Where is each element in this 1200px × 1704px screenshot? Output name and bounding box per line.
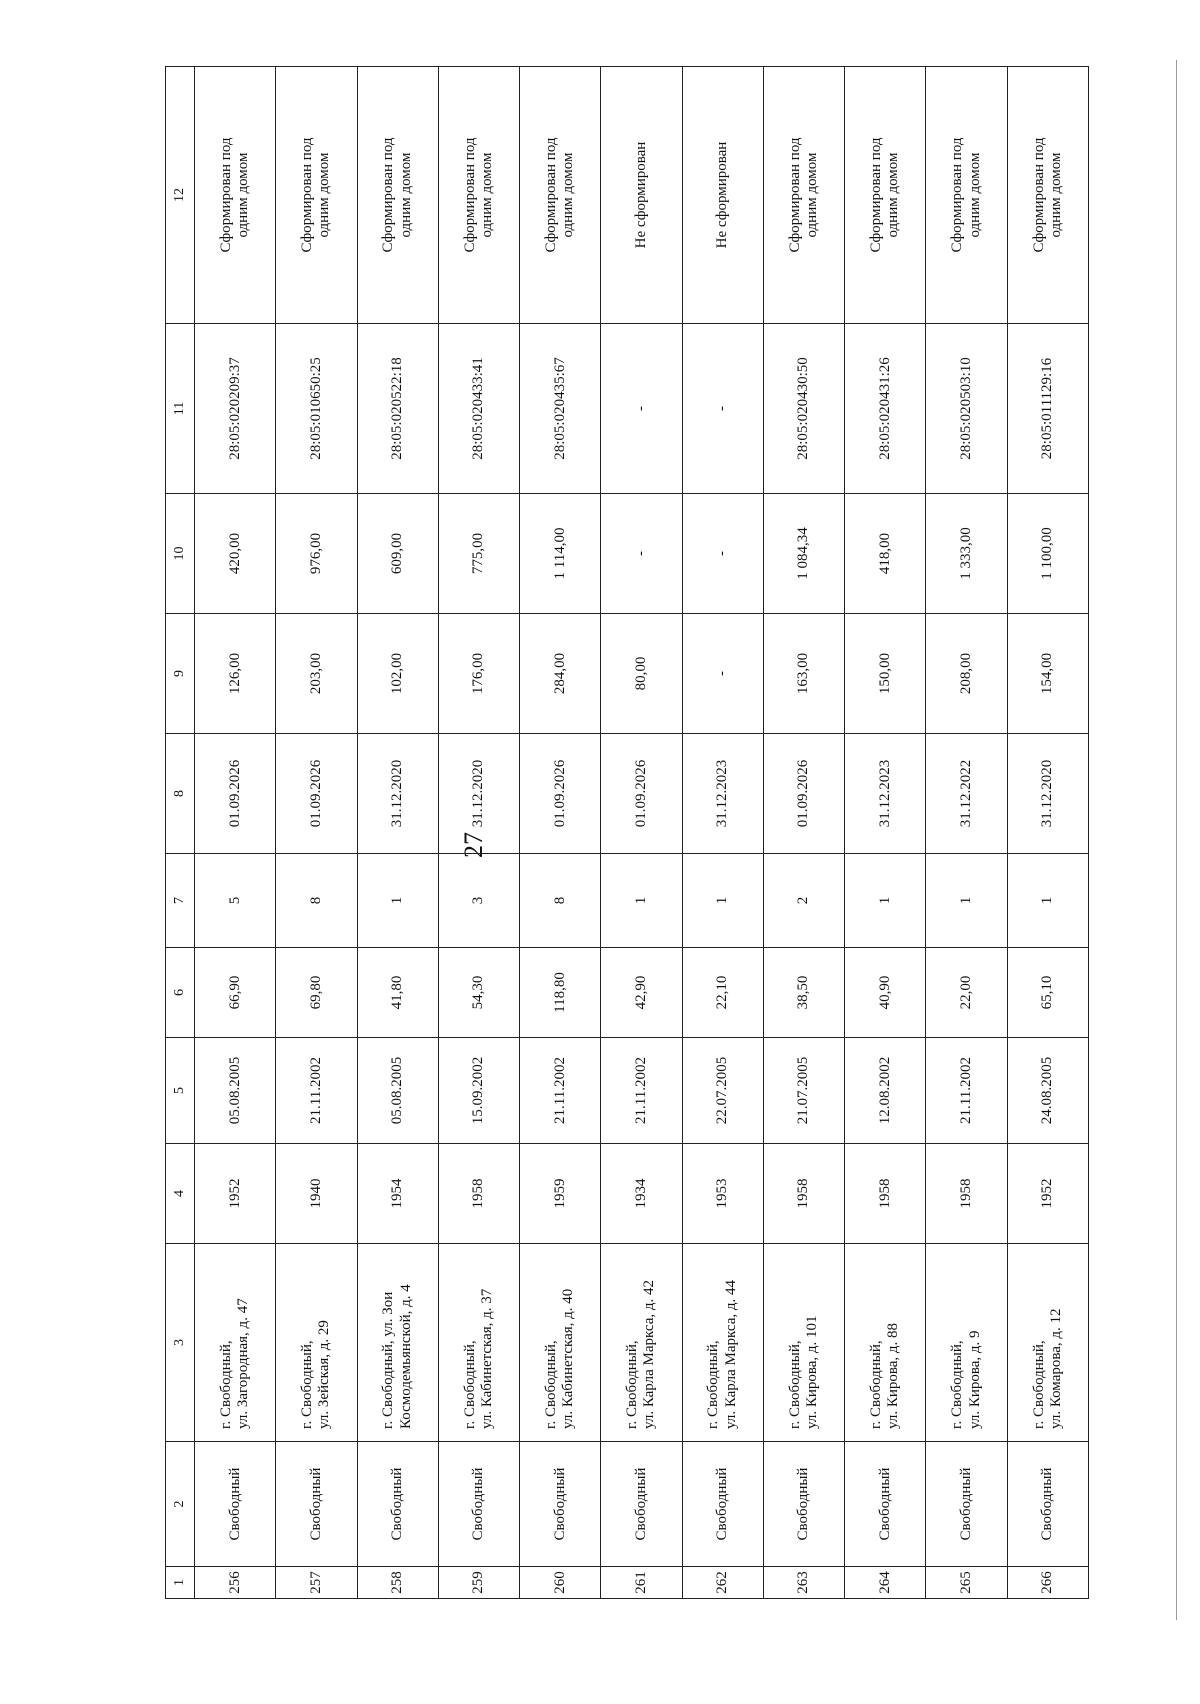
row-number-cell: 265	[926, 1567, 1007, 1599]
status-cell-line: одним домом	[235, 152, 252, 238]
address-cell	[357, 1244, 438, 1442]
row-number-cell: 257	[276, 1567, 357, 1599]
column-10-cell: 418,00	[845, 494, 926, 614]
area-cell: 41,80	[357, 948, 438, 1038]
cadastral-number-cell: 28:05:020209:37	[195, 324, 276, 494]
address-cell-line: г. Свободный,	[949, 1340, 966, 1429]
status-cell-line: одним домом	[560, 152, 577, 238]
settlement-cell: Свободный	[195, 1442, 276, 1567]
column-10-cell: 1 100,00	[1007, 494, 1088, 614]
address-cell-line: ул. Карла Маркса, д. 42	[641, 1279, 658, 1429]
col-num: 5	[166, 1038, 195, 1144]
table-row	[195, 67, 276, 1599]
date-cell: 12.08.2002	[845, 1038, 926, 1144]
status-cell-line: Сформирован под	[461, 137, 478, 253]
column-10-cell: 1 084,34	[763, 494, 844, 614]
row-number-cell: 260	[520, 1567, 601, 1599]
count-cell: 1	[1007, 854, 1088, 948]
date-cell: 21.11.2002	[601, 1038, 682, 1144]
year-cell: 1958	[845, 1144, 926, 1244]
column-10-cell: 976,00	[276, 494, 357, 614]
count-cell: 1	[926, 854, 1007, 948]
table-row	[763, 67, 844, 1599]
settlement-cell: Свободный	[520, 1442, 601, 1567]
table-row	[1007, 67, 1088, 1599]
col-num: 10	[166, 494, 195, 614]
count-cell: 8	[276, 854, 357, 948]
area-cell: 22,10	[682, 948, 763, 1038]
status-cell	[763, 67, 844, 324]
year-cell: 1958	[438, 1144, 519, 1244]
rotated-table-wrapper	[165, 67, 1089, 1599]
column-9-cell: 176,00	[438, 614, 519, 734]
deadline-cell: 01.09.2026	[601, 734, 682, 854]
status-cell-line: Сформирован под	[299, 137, 316, 253]
area-cell: 118,80	[520, 948, 601, 1038]
status-cell-line: Сформирован под	[949, 137, 966, 253]
col-num: 4	[166, 1144, 195, 1244]
row-number-cell: 263	[763, 1567, 844, 1599]
settlement-cell: Свободный	[276, 1442, 357, 1567]
table-body	[166, 67, 1089, 1599]
year-cell: 1934	[601, 1144, 682, 1244]
table-row	[845, 67, 926, 1599]
year-cell: 1952	[195, 1144, 276, 1244]
status-cell	[195, 67, 276, 324]
cadastral-number-cell: 28:05:020433:41	[438, 324, 519, 494]
scan-edge-line	[1176, 60, 1177, 1620]
date-cell: 24.08.2005	[1007, 1038, 1088, 1144]
status-cell-line: одним домом	[316, 152, 333, 238]
address-cell-line: ул. Карла Маркса, д. 44	[722, 1279, 739, 1429]
deadline-cell: 31.12.2022	[926, 734, 1007, 854]
address-cell-line: г. Свободный,	[217, 1340, 234, 1429]
col-num: 9	[166, 614, 195, 734]
column-10-cell: -	[682, 494, 763, 614]
settlement-cell: Свободный	[1007, 1442, 1088, 1567]
deadline-cell: 01.09.2026	[276, 734, 357, 854]
column-9-cell: 163,00	[763, 614, 844, 734]
status-cell-line: Сформирован под	[868, 137, 884, 253]
deadline-cell: 01.09.2026	[195, 734, 276, 854]
deadline-cell: 01.09.2026	[763, 734, 844, 854]
column-9-cell: 80,00	[601, 614, 682, 734]
area-cell: 69,80	[276, 948, 357, 1038]
address-cell-line: ул. Загородная, д. 47	[235, 1298, 252, 1429]
date-cell: 15.09.2002	[438, 1038, 519, 1144]
row-number-cell: 258	[357, 1567, 438, 1599]
row-number-cell: 261	[601, 1567, 682, 1599]
area-cell: 22,00	[926, 948, 1007, 1038]
deadline-cell: 31.12.2020	[438, 734, 519, 854]
col-num: 3	[166, 1244, 195, 1442]
address-cell-line: г. Свободный, ул. Зои	[380, 1291, 397, 1429]
column-10-cell: 420,00	[195, 494, 276, 614]
cadastral-number-cell: 28:05:010650:25	[276, 324, 357, 494]
column-9-cell: 284,00	[520, 614, 601, 734]
status-cell-line: Сформирован под	[380, 137, 397, 253]
settlement-cell: Свободный	[845, 1442, 926, 1567]
deadline-cell: 31.12.2023	[845, 734, 926, 854]
date-cell: 21.07.2005	[763, 1038, 844, 1144]
address-cell	[682, 1244, 763, 1442]
count-cell: 2	[763, 854, 844, 948]
deadline-cell: 31.12.2020	[357, 734, 438, 854]
status-cell	[438, 67, 519, 324]
status-cell-line: одним домом	[966, 152, 983, 238]
status-cell-line: Сформирован под	[1030, 137, 1047, 253]
address-cell-line: г. Свободный,	[705, 1340, 722, 1429]
status-cell-line: Не сформирован	[632, 141, 649, 249]
cadastral-number-cell: 28:05:020503:10	[926, 324, 1007, 494]
deadline-cell: 31.12.2020	[1007, 734, 1088, 854]
address-cell-line: г. Свободный,	[542, 1340, 559, 1429]
address-cell	[845, 1244, 926, 1442]
col-num: 6	[166, 948, 195, 1038]
address-cell-line: ул. Комарова, д. 12	[1047, 1308, 1064, 1429]
year-cell: 1954	[357, 1144, 438, 1244]
year-cell: 1959	[520, 1144, 601, 1244]
area-cell: 40,90	[845, 948, 926, 1038]
col-num: 12	[166, 67, 195, 324]
status-cell	[276, 67, 357, 324]
count-cell: 3	[438, 854, 519, 948]
count-cell: 1	[357, 854, 438, 948]
address-cell-line: г. Свободный,	[1030, 1340, 1047, 1429]
date-cell: 21.11.2002	[276, 1038, 357, 1144]
address-cell	[438, 1244, 519, 1442]
table-row	[438, 67, 519, 1599]
area-cell: 54,30	[438, 948, 519, 1038]
cadastral-number-cell: 28:05:020435:67	[520, 324, 601, 494]
count-cell: 1	[682, 854, 763, 948]
status-cell	[520, 67, 601, 324]
column-10-cell: 1 333,00	[926, 494, 1007, 614]
address-cell	[1007, 1244, 1088, 1442]
count-cell: 5	[195, 854, 276, 948]
status-cell	[601, 67, 682, 324]
address-cell-line: г. Свободный,	[624, 1340, 641, 1429]
cadastral-number-cell: -	[682, 324, 763, 494]
status-cell	[1007, 67, 1088, 324]
status-cell-line: одним домом	[1047, 152, 1064, 238]
address-cell-line: ул. Зейская, д. 29	[316, 1320, 333, 1429]
address-cell-line: ул. Кирова, д. 9	[966, 1330, 983, 1429]
year-cell: 1953	[682, 1144, 763, 1244]
row-number-cell: 266	[1007, 1567, 1088, 1599]
table-row	[276, 67, 357, 1599]
address-cell	[276, 1244, 357, 1442]
status-cell	[845, 67, 926, 324]
column-9-cell: 126,00	[195, 614, 276, 734]
count-cell: 1	[601, 854, 682, 948]
date-cell: 21.11.2002	[520, 1038, 601, 1144]
deadline-cell: 01.09.2026	[520, 734, 601, 854]
column-number-row	[166, 67, 195, 1599]
status-cell-line: одним домом	[885, 152, 902, 238]
area-cell: 42,90	[601, 948, 682, 1038]
status-cell	[926, 67, 1007, 324]
cadastral-number-cell: -	[601, 324, 682, 494]
cadastral-number-cell: 28:05:011129:16	[1007, 324, 1088, 494]
column-10-cell: 1 114,00	[520, 494, 601, 614]
table-row	[357, 67, 438, 1599]
col-num: 2	[166, 1442, 195, 1567]
address-cell-line: г. Свободный,	[461, 1340, 478, 1429]
row-number-cell: 256	[195, 1567, 276, 1599]
count-cell: 1	[845, 854, 926, 948]
column-9-cell: 154,00	[1007, 614, 1088, 734]
year-cell: 1940	[276, 1144, 357, 1244]
table-row	[520, 67, 601, 1599]
status-cell	[357, 67, 438, 324]
settlement-cell: Свободный	[763, 1442, 844, 1567]
cadastral-number-cell: 28:05:020522:18	[357, 324, 438, 494]
column-9-cell: 102,00	[357, 614, 438, 734]
year-cell: 1958	[926, 1144, 1007, 1244]
year-cell: 1958	[763, 1144, 844, 1244]
area-cell: 66,90	[195, 948, 276, 1038]
col-num: 7	[166, 854, 195, 948]
col-num: 8	[166, 734, 195, 854]
address-cell-line: ул. Кирова, д. 88	[885, 1322, 902, 1429]
area-cell: 65,10	[1007, 948, 1088, 1038]
date-cell: 05.08.2005	[357, 1038, 438, 1144]
col-num: 1	[166, 1567, 195, 1599]
address-cell-line: г. Свободный,	[299, 1340, 316, 1429]
address-cell	[926, 1244, 1007, 1442]
year-cell: 1952	[1007, 1144, 1088, 1244]
address-cell-line: Космодемьянской, д. 4	[397, 1284, 414, 1429]
col-num: 11	[166, 324, 195, 494]
settlement-cell: Свободный	[438, 1442, 519, 1567]
column-9-cell: -	[682, 614, 763, 734]
status-cell-line: Не сформирован	[714, 141, 731, 249]
status-cell-line: Сформирован под	[786, 137, 803, 253]
page-number: 27	[459, 832, 488, 858]
address-cell-line: г. Свободный,	[786, 1340, 803, 1429]
date-cell: 21.11.2002	[926, 1038, 1007, 1144]
status-cell-line: одним домом	[397, 152, 414, 238]
cadastral-number-cell: 28:05:020431:26	[845, 324, 926, 494]
address-cell	[195, 1244, 276, 1442]
status-cell	[682, 67, 763, 324]
column-9-cell: 208,00	[926, 614, 1007, 734]
address-cell-line: ул. Кирова, д. 101	[803, 1315, 820, 1429]
column-10-cell: -	[601, 494, 682, 614]
row-number-cell: 259	[438, 1567, 519, 1599]
settlement-cell: Свободный	[682, 1442, 763, 1567]
column-9-cell: 150,00	[845, 614, 926, 734]
address-cell-line: ул. Кабинетская, д. 40	[560, 1288, 577, 1429]
address-cell-line: ул. Кабинетская, д. 37	[478, 1288, 495, 1429]
settlement-cell: Свободный	[601, 1442, 682, 1567]
table-row	[926, 67, 1007, 1599]
column-10-cell: 609,00	[357, 494, 438, 614]
status-cell-line: Сформирован под	[542, 137, 559, 253]
area-cell: 38,50	[763, 948, 844, 1038]
deadline-cell: 31.12.2023	[682, 734, 763, 854]
date-cell: 22.07.2005	[682, 1038, 763, 1144]
status-cell-line: Сформирован под	[217, 137, 234, 253]
date-cell: 05.08.2005	[195, 1038, 276, 1144]
address-cell	[520, 1244, 601, 1442]
address-cell	[763, 1244, 844, 1442]
address-cell	[601, 1244, 682, 1442]
count-cell: 8	[520, 854, 601, 948]
column-9-cell: 203,00	[276, 614, 357, 734]
register-table	[165, 66, 1089, 1599]
column-10-cell: 775,00	[438, 494, 519, 614]
settlement-cell: Свободный	[357, 1442, 438, 1567]
cadastral-number-cell: 28:05:020430:50	[763, 324, 844, 494]
status-cell-line: одним домом	[478, 152, 495, 238]
address-cell-line: г. Свободный,	[868, 1340, 884, 1429]
row-number-cell: 264	[845, 1567, 926, 1599]
status-cell-line: одним домом	[803, 152, 820, 238]
settlement-cell: Свободный	[926, 1442, 1007, 1567]
table-row	[601, 67, 682, 1599]
row-number-cell: 262	[682, 1567, 763, 1599]
table-row	[682, 67, 763, 1599]
